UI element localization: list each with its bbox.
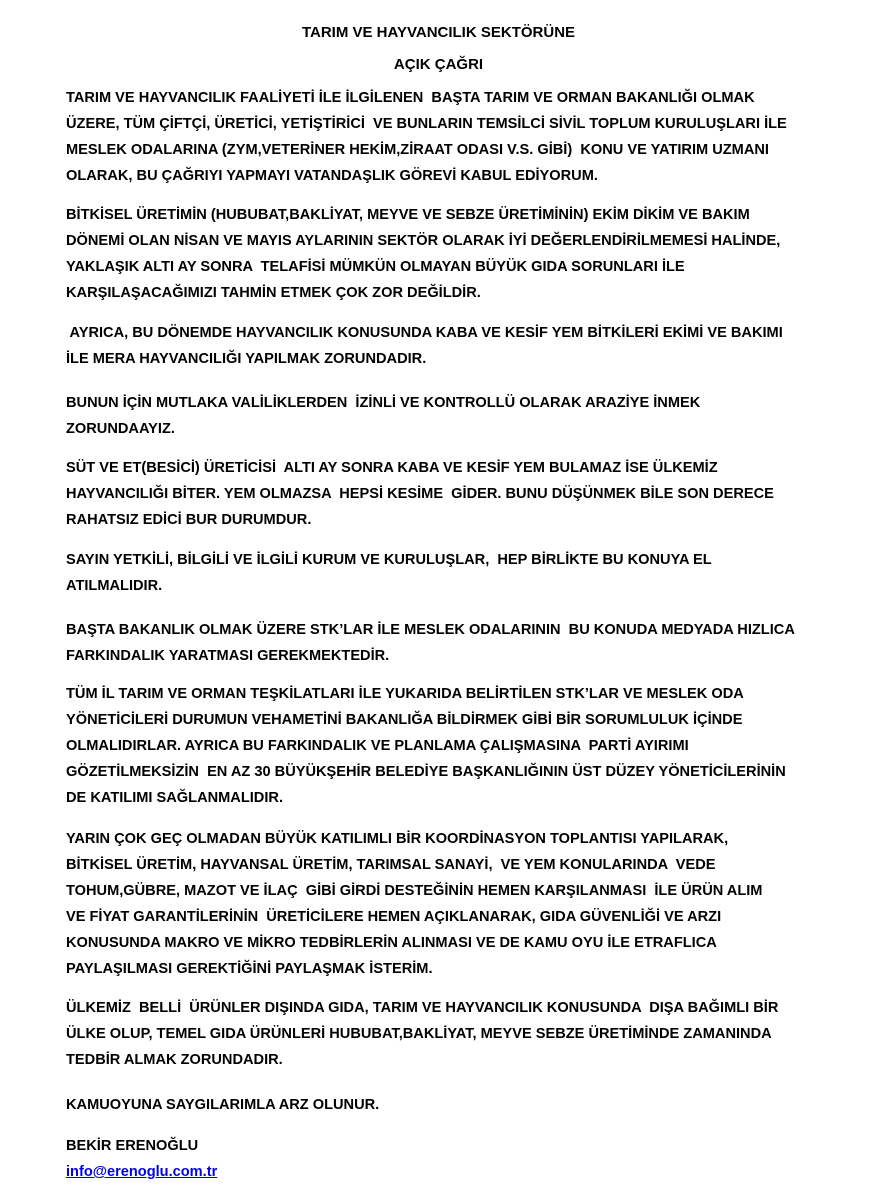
text-line: KAMUOYUNA SAYGILARIMLA ARZ OLUNUR. xyxy=(66,1097,380,1113)
text-line: KARŞILAŞACAĞIMIZI TAHMİN ETMEK ÇOK ZOR DEĞİLDİR. xyxy=(66,285,481,301)
text-line: SAYIN YETKİLİ, BİLGİLİ VE İLGİLİ KURUM VE KURULUŞLAR, HEP BİRLİKTE BU KONUYA EL xyxy=(66,552,712,568)
text-line: SÜT VE ET(BESİCİ) ÜRETİCİSİ ALTI AY SONRA KABA VE KESİF YEM BULAMAZ İSE ÜLKEMİZ xyxy=(66,460,718,476)
paragraph-livestock-feed xyxy=(66,320,836,372)
closing-statement xyxy=(66,1092,836,1118)
email-link[interactable]: info@erenoglu.com.tr xyxy=(66,1164,218,1180)
paragraph-dependency xyxy=(66,995,836,1073)
text-line: TARIM VE HAYVANCILIK FAALİYETİ İLE İLGİLENEN BAŞTA TARIM VE ORMAN BAKANLIĞI OLMAK xyxy=(66,90,755,106)
text-line: YAKLAŞIK ALTI AY SONRA TELAFİSİ MÜMKÜN OLMAYAN BÜYÜK GIDA SORUNLARI İLE xyxy=(66,259,685,275)
text-line: ATILMALIDIR. xyxy=(66,578,163,594)
text-line: YARIN ÇOK GEÇ OLMADAN BÜYÜK KATILIMLI BİR KOORDİNASYON TOPLANTISI YAPILARAK, xyxy=(66,831,729,847)
text-line: DÖNEMİ OLAN NİSAN VE MAYIS AYLARININ SEKTÖR OLARAK İYİ DEĞERLENDİRİLMEMESİ HALİNDE, xyxy=(66,233,781,249)
text-line: OLMALIDIRLAR. AYRICA BU FARKINDALIK VE PLANLAMA ÇALIŞMASINA PARTİ AYIRIMI xyxy=(66,738,689,754)
text-line: MESLEK ODALARINA (ZYM,VETERİNER HEKİM,ZİRAAT ODASI V.S. GİBİ) KONU VE YATIRIM UZMANI xyxy=(66,142,769,158)
text-line: TÜM İL TARIM VE ORMAN TEŞKİLATLARI İLE YUKARIDA BELİRTİLEN STK’LAR VE MESLEK ODA xyxy=(66,686,744,702)
document-title: TARIM VE HAYVANCILIK SEKTÖRÜNE xyxy=(301,24,576,41)
text-line: AYRICA, BU DÖNEMDE HAYVANCILIK KONUSUNDA KABA VE KESİF YEM BİTKİLERİ EKİMİ VE BAKIMI xyxy=(66,325,783,341)
document-subtitle: AÇIK ÇAĞRI xyxy=(393,56,484,73)
text-line: OLARAK, BU ÇAĞRIYI YAPMAYI VATANDAŞLIK GÖREVİ KABUL EDİYORUM. xyxy=(66,168,598,184)
text-line: ZORUNDAAYIZ. xyxy=(66,421,175,437)
text-line: GÖZETİLMEKSİZİN EN AZ 30 BÜYÜKŞEHİR BELEDİYE BAŞKANLIĞININ ÜST DÜZEY YÖNETİCİLERİNİN xyxy=(66,764,786,780)
text-line: BAŞTA BAKANLIK OLMAK ÜZERE STK’LAR İLE MESLEK ODALARININ BU KONUDA MEDYADA HIZLICA xyxy=(66,622,795,638)
text-line: FARKINDALIK YARATMASI GEREKMEKTEDİR. xyxy=(66,648,390,664)
text-line: BİTKİSEL ÜRETİMİN (HUBUBAT,BAKLİYAT, MEYVE VE SEBZE ÜRETİMİNİN) EKİM DİKİM VE BAKIM xyxy=(66,207,750,223)
text-line: ÜLKE OLUP, TEMEL GIDA ÜRÜNLERİ HUBUBAT,BAKLİYAT, MEYVE SEBZE ÜRETİMİNDE ZAMANINDA xyxy=(66,1026,772,1042)
text-line: TOHUM,GÜBRE, MAZOT VE İLAÇ GİBİ GİRDİ DESTEĞİNİN HEMEN KARŞILANMASI İLE ÜRÜN ALIM xyxy=(66,883,763,899)
text-line: DE KATILIMI SAĞLANMALIDIR. xyxy=(66,790,283,806)
paragraph-call-intro xyxy=(66,85,836,189)
paragraph-awareness xyxy=(66,617,836,669)
text-line: ÜZERE, TÜM ÇİFTÇİ, ÜRETİCİ, YETİŞTİRİCİ VE BUNLARIN TEMSİLCİ SİVİL TOPLUM KURULUŞLARI İLE xyxy=(66,116,787,132)
text-line: YÖNETİCİLERİ DURUMUN VEHAMETİNİ BAKANLIĞA BİLDİRMEK GİBİ BİR SORUMLULUK İÇİNDE xyxy=(66,712,743,728)
paragraph-coordination xyxy=(66,826,836,982)
paragraph-authorities xyxy=(66,547,836,599)
text-line: KONUSUNDA MAKRO VE MİKRO TEDBİRLERİN ALINMASI VE DE KAMU OYU İLE ETRAFLICA xyxy=(66,935,717,951)
signature-name xyxy=(66,1133,836,1159)
text-line: RAHATSIZ EDİCİ BUR DURUMDUR. xyxy=(66,512,312,528)
paragraph-permission xyxy=(66,390,836,442)
text-line: ÜLKEMİZ BELLİ ÜRÜNLER DIŞINDA GIDA, TARIM VE HAYVANCILIK KONUSUNDA DIŞA BAĞIMLI BİR xyxy=(66,1000,779,1016)
text-line: İLE MERA HAYVANCILIĞI YAPILMAK ZORUNDADIR. xyxy=(66,351,427,367)
text-line: TEDBİR ALMAK ZORUNDADIR. xyxy=(66,1052,283,1068)
text-line: BEKİR ERENOĞLU xyxy=(66,1138,199,1154)
text-line: PAYLAŞILMASI GEREKTİĞİNİ PAYLAŞMAK İSTERİM. xyxy=(66,961,433,977)
text-line: BUNUN İÇİN MUTLAKA VALİLİKLERDEN İZİNLİ VE KONTROLLÜ OLARAK ARAZİYE İNMEK xyxy=(66,395,701,411)
paragraph-dairy-meat xyxy=(66,455,836,533)
paragraph-crop-production xyxy=(66,202,836,306)
text-line: VE FİYAT GARANTİLERİNİN ÜRETİCİLERE HEMEN AÇIKLANARAK, GIDA GÜVENLİĞİ VE ARZI xyxy=(66,909,722,925)
text-line: BİTKİSEL ÜRETİM, HAYVANSAL ÜRETİM, TARIMSAL SANAYİ, VE YEM KONULARINDA VEDE xyxy=(66,857,716,873)
text-line: HAYVANCILIĞI BİTER. YEM OLMAZSA HEPSİ KESİME GİDER. BUNU DÜŞÜNMEK BİLE SON DERECE xyxy=(66,486,774,502)
paragraph-organizations xyxy=(66,681,836,811)
